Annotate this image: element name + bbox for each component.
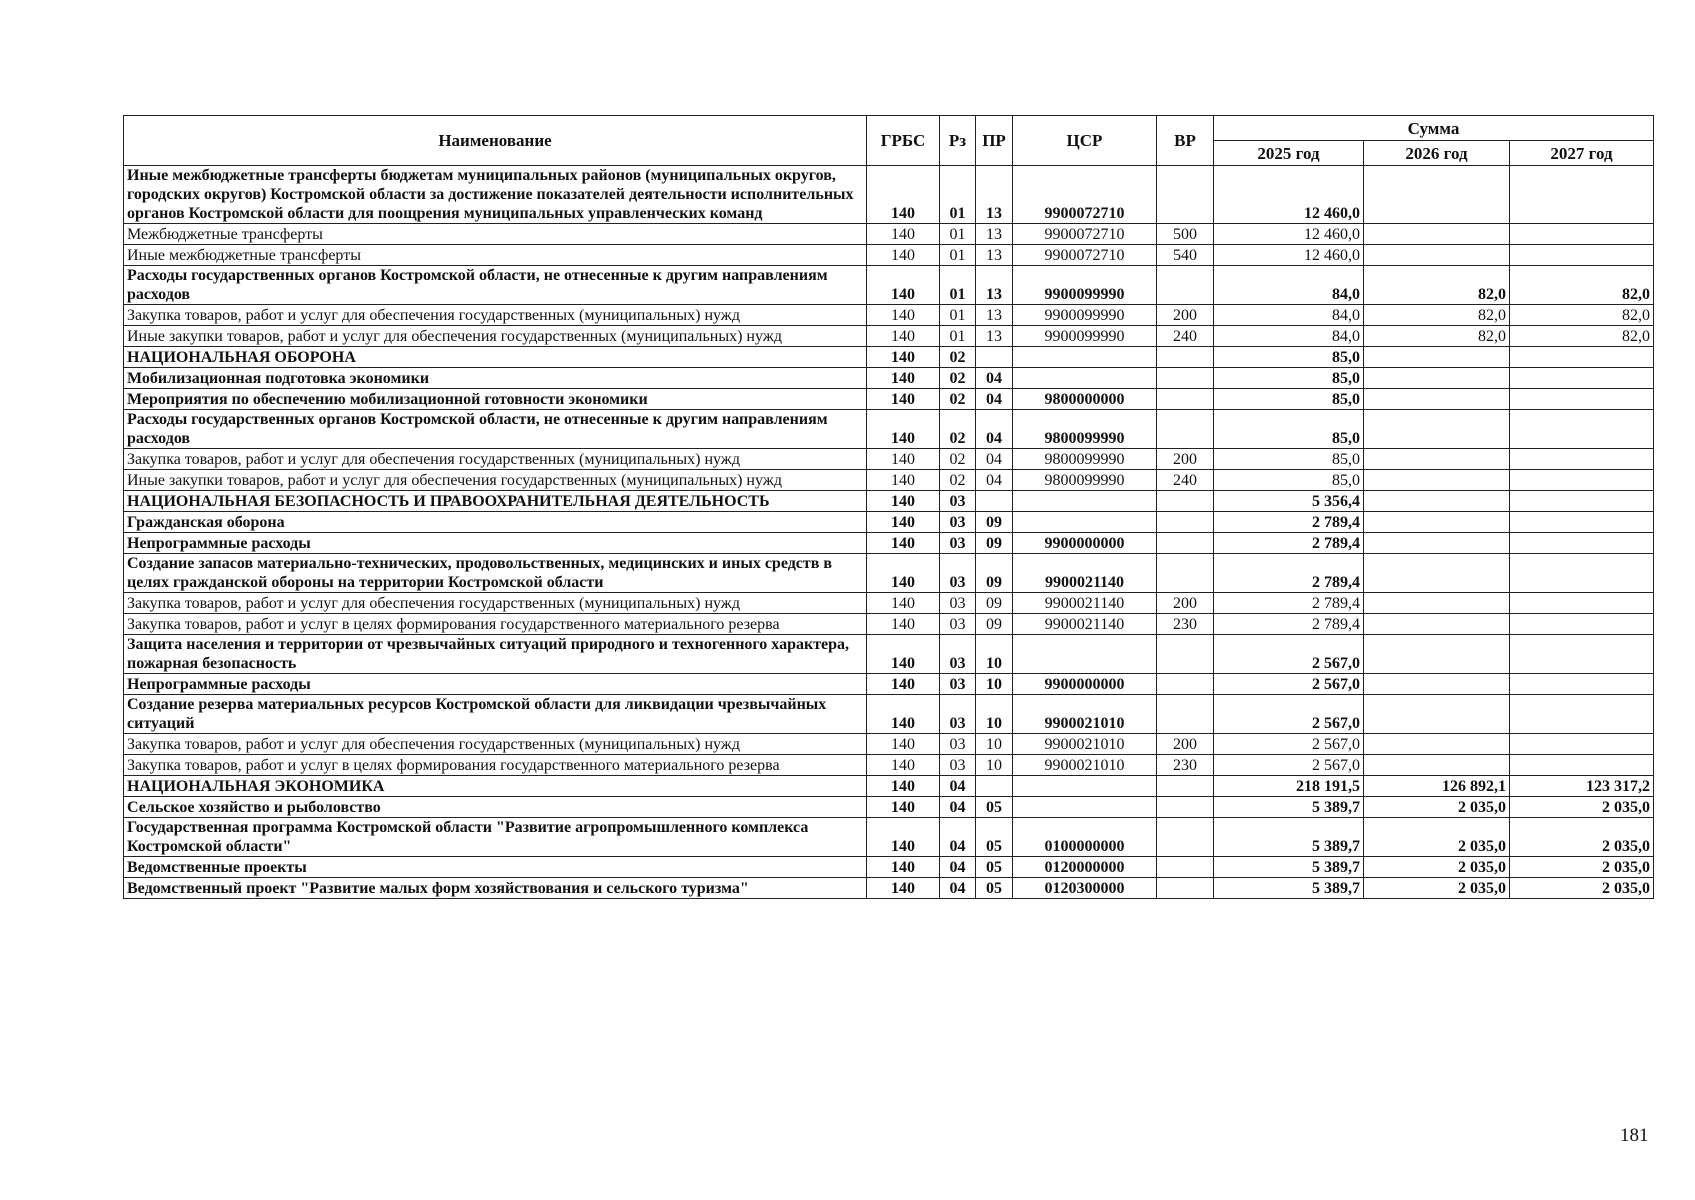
table-row bbox=[124, 695, 1654, 734]
table-body bbox=[124, 166, 1654, 899]
cell-2027 bbox=[1510, 533, 1654, 554]
cell-2026 bbox=[1364, 368, 1510, 389]
cell-pr bbox=[976, 347, 1013, 368]
cell-csr bbox=[1013, 635, 1157, 674]
cell-rz: 03 bbox=[940, 695, 976, 734]
cell-csr: 9800099990 bbox=[1013, 470, 1157, 491]
cell-2026 bbox=[1364, 449, 1510, 470]
cell-rz: 04 bbox=[940, 857, 976, 878]
table-row bbox=[124, 734, 1654, 755]
table-row bbox=[124, 266, 1654, 305]
cell-name: Закупка товаров, работ и услуг для обеспечения государственных (муниципальных) нужд bbox=[124, 734, 867, 755]
cell-pr: 04 bbox=[976, 449, 1013, 470]
cell-2026: 2 035,0 bbox=[1364, 878, 1510, 899]
cell-vr bbox=[1157, 368, 1214, 389]
cell-2026 bbox=[1364, 410, 1510, 449]
cell-grbs: 140 bbox=[867, 368, 940, 389]
cell-name: Иные закупки товаров, работ и услуг для обеспечения государственных (муниципальных) нужд bbox=[124, 326, 867, 347]
header-grbs: ГРБС bbox=[867, 116, 940, 166]
cell-name: Ведомственные проекты bbox=[124, 857, 867, 878]
cell-2027 bbox=[1510, 593, 1654, 614]
cell-2026 bbox=[1364, 635, 1510, 674]
table-row bbox=[124, 878, 1654, 899]
table-row bbox=[124, 593, 1654, 614]
cell-pr bbox=[976, 776, 1013, 797]
cell-2027 bbox=[1510, 554, 1654, 593]
cell-rz: 03 bbox=[940, 755, 976, 776]
cell-2027 bbox=[1510, 449, 1654, 470]
cell-grbs: 140 bbox=[867, 593, 940, 614]
table-row bbox=[124, 614, 1654, 635]
cell-2025: 5 389,7 bbox=[1214, 818, 1364, 857]
cell-2025: 85,0 bbox=[1214, 410, 1364, 449]
cell-csr: 9900072710 bbox=[1013, 245, 1157, 266]
cell-pr: 09 bbox=[976, 593, 1013, 614]
cell-pr: 10 bbox=[976, 674, 1013, 695]
cell-2026: 82,0 bbox=[1364, 326, 1510, 347]
cell-grbs: 140 bbox=[867, 305, 940, 326]
cell-2025: 12 460,0 bbox=[1214, 166, 1364, 224]
cell-2027 bbox=[1510, 245, 1654, 266]
cell-name: НАЦИОНАЛЬНАЯ ОБОРОНА bbox=[124, 347, 867, 368]
cell-2026 bbox=[1364, 389, 1510, 410]
cell-2026 bbox=[1364, 245, 1510, 266]
cell-grbs: 140 bbox=[867, 674, 940, 695]
cell-rz: 02 bbox=[940, 347, 976, 368]
table-row bbox=[124, 818, 1654, 857]
header-name: Наименование bbox=[124, 116, 867, 166]
cell-rz: 02 bbox=[940, 368, 976, 389]
cell-vr bbox=[1157, 389, 1214, 410]
cell-csr bbox=[1013, 776, 1157, 797]
cell-rz: 03 bbox=[940, 635, 976, 674]
cell-rz: 03 bbox=[940, 614, 976, 635]
cell-grbs: 140 bbox=[867, 326, 940, 347]
cell-2025: 2 789,4 bbox=[1214, 554, 1364, 593]
cell-vr bbox=[1157, 166, 1214, 224]
cell-csr: 9900099990 bbox=[1013, 305, 1157, 326]
table-header bbox=[124, 116, 1654, 166]
cell-2025: 2 567,0 bbox=[1214, 695, 1364, 734]
cell-2025: 2 789,4 bbox=[1214, 614, 1364, 635]
cell-2025: 2 567,0 bbox=[1214, 674, 1364, 695]
cell-2025: 5 389,7 bbox=[1214, 857, 1364, 878]
cell-vr bbox=[1157, 878, 1214, 899]
cell-grbs: 140 bbox=[867, 878, 940, 899]
page-number: 181 bbox=[1620, 1125, 1649, 1146]
table-row bbox=[124, 635, 1654, 674]
cell-grbs: 140 bbox=[867, 818, 940, 857]
cell-vr bbox=[1157, 512, 1214, 533]
cell-pr: 05 bbox=[976, 818, 1013, 857]
cell-vr: 240 bbox=[1157, 326, 1214, 347]
cell-vr bbox=[1157, 776, 1214, 797]
cell-name: Создание резерва материальных ресурсов Костромской области для ликвидации чрезвычайных ситуаций bbox=[124, 695, 867, 734]
cell-2027 bbox=[1510, 368, 1654, 389]
cell-grbs: 140 bbox=[867, 797, 940, 818]
cell-pr: 04 bbox=[976, 368, 1013, 389]
cell-vr bbox=[1157, 818, 1214, 857]
cell-grbs: 140 bbox=[867, 695, 940, 734]
cell-grbs: 140 bbox=[867, 533, 940, 554]
cell-csr: 0120000000 bbox=[1013, 857, 1157, 878]
cell-grbs: 140 bbox=[867, 410, 940, 449]
cell-pr: 04 bbox=[976, 410, 1013, 449]
header-sum: Сумма bbox=[1214, 116, 1654, 141]
cell-rz: 02 bbox=[940, 389, 976, 410]
cell-2026 bbox=[1364, 734, 1510, 755]
table-row bbox=[124, 410, 1654, 449]
cell-csr: 9900072710 bbox=[1013, 166, 1157, 224]
cell-name: Иные закупки товаров, работ и услуг для обеспечения государственных (муниципальных) нужд bbox=[124, 470, 867, 491]
cell-grbs: 140 bbox=[867, 491, 940, 512]
cell-rz: 03 bbox=[940, 491, 976, 512]
cell-2025: 85,0 bbox=[1214, 449, 1364, 470]
table-row bbox=[124, 512, 1654, 533]
header-year-2025: 2025 год bbox=[1214, 141, 1364, 166]
cell-name: Закупка товаров, работ и услуг в целях формирования государственного материального резерва bbox=[124, 755, 867, 776]
cell-csr: 9900099990 bbox=[1013, 266, 1157, 305]
cell-vr bbox=[1157, 491, 1214, 512]
cell-pr: 10 bbox=[976, 755, 1013, 776]
table-row bbox=[124, 368, 1654, 389]
cell-2027 bbox=[1510, 695, 1654, 734]
cell-2027 bbox=[1510, 674, 1654, 695]
cell-csr: 9900000000 bbox=[1013, 674, 1157, 695]
cell-rz: 03 bbox=[940, 593, 976, 614]
cell-rz: 01 bbox=[940, 305, 976, 326]
cell-vr: 240 bbox=[1157, 470, 1214, 491]
cell-name: Сельское хозяйство и рыболовство bbox=[124, 797, 867, 818]
table-row bbox=[124, 797, 1654, 818]
cell-2027: 82,0 bbox=[1510, 266, 1654, 305]
cell-rz: 02 bbox=[940, 410, 976, 449]
cell-csr bbox=[1013, 347, 1157, 368]
cell-name: Расходы государственных органов Костромской области, не отнесенные к другим направлениям расходов bbox=[124, 266, 867, 305]
cell-2025: 5 389,7 bbox=[1214, 797, 1364, 818]
cell-2026: 2 035,0 bbox=[1364, 818, 1510, 857]
cell-rz: 01 bbox=[940, 266, 976, 305]
cell-2027: 82,0 bbox=[1510, 326, 1654, 347]
cell-grbs: 140 bbox=[867, 857, 940, 878]
cell-2026 bbox=[1364, 674, 1510, 695]
cell-pr: 09 bbox=[976, 533, 1013, 554]
cell-2027 bbox=[1510, 347, 1654, 368]
cell-vr: 200 bbox=[1157, 734, 1214, 755]
table-row bbox=[124, 389, 1654, 410]
cell-pr: 09 bbox=[976, 512, 1013, 533]
cell-rz: 01 bbox=[940, 224, 976, 245]
cell-vr: 500 bbox=[1157, 224, 1214, 245]
cell-2025: 2 567,0 bbox=[1214, 734, 1364, 755]
cell-name: Непрограммные расходы bbox=[124, 533, 867, 554]
cell-csr: 9900021140 bbox=[1013, 614, 1157, 635]
cell-rz: 04 bbox=[940, 797, 976, 818]
cell-grbs: 140 bbox=[867, 347, 940, 368]
cell-name: Мероприятия по обеспечению мобилизационной готовности экономики bbox=[124, 389, 867, 410]
table-row bbox=[124, 224, 1654, 245]
cell-2025: 5 356,4 bbox=[1214, 491, 1364, 512]
cell-pr: 13 bbox=[976, 224, 1013, 245]
cell-csr bbox=[1013, 797, 1157, 818]
cell-name: НАЦИОНАЛЬНАЯ ЭКОНОМИКА bbox=[124, 776, 867, 797]
cell-rz: 03 bbox=[940, 734, 976, 755]
cell-2025: 2 789,4 bbox=[1214, 512, 1364, 533]
cell-name: Создание запасов материально-технических, продовольственных, медицинских и иных средств в целях гражданской обороны на территории Костромской области bbox=[124, 554, 867, 593]
cell-2026 bbox=[1364, 755, 1510, 776]
cell-name: НАЦИОНАЛЬНАЯ БЕЗОПАСНОСТЬ И ПРАВООХРАНИТЕЛЬНАЯ ДЕЯТЕЛЬНОСТЬ bbox=[124, 491, 867, 512]
table-row bbox=[124, 776, 1654, 797]
cell-grbs: 140 bbox=[867, 389, 940, 410]
cell-2025: 12 460,0 bbox=[1214, 224, 1364, 245]
cell-2027 bbox=[1510, 614, 1654, 635]
cell-2027 bbox=[1510, 389, 1654, 410]
cell-vr: 540 bbox=[1157, 245, 1214, 266]
cell-name: Закупка товаров, работ и услуг в целях формирования государственного материального резерва bbox=[124, 614, 867, 635]
cell-name: Непрограммные расходы bbox=[124, 674, 867, 695]
cell-rz: 02 bbox=[940, 470, 976, 491]
cell-csr: 9800099990 bbox=[1013, 449, 1157, 470]
table-row bbox=[124, 533, 1654, 554]
cell-2026 bbox=[1364, 614, 1510, 635]
cell-pr: 10 bbox=[976, 695, 1013, 734]
cell-vr bbox=[1157, 410, 1214, 449]
cell-csr: 9900099990 bbox=[1013, 326, 1157, 347]
cell-2027: 123 317,2 bbox=[1510, 776, 1654, 797]
table-row bbox=[124, 305, 1654, 326]
cell-csr: 0100000000 bbox=[1013, 818, 1157, 857]
cell-2025: 85,0 bbox=[1214, 470, 1364, 491]
table-row bbox=[124, 166, 1654, 224]
cell-name: Защита населения и территории от чрезвычайных ситуаций природного и техногенного характера, пожарная безопасность bbox=[124, 635, 867, 674]
cell-2026 bbox=[1364, 554, 1510, 593]
cell-name: Мобилизационная подготовка экономики bbox=[124, 368, 867, 389]
cell-grbs: 140 bbox=[867, 266, 940, 305]
cell-vr bbox=[1157, 695, 1214, 734]
cell-2025: 5 389,7 bbox=[1214, 878, 1364, 899]
cell-grbs: 140 bbox=[867, 554, 940, 593]
cell-name: Закупка товаров, работ и услуг для обеспечения государственных (муниципальных) нужд bbox=[124, 449, 867, 470]
header-rz: Рз bbox=[940, 116, 976, 166]
cell-pr: 04 bbox=[976, 389, 1013, 410]
cell-grbs: 140 bbox=[867, 734, 940, 755]
cell-2026 bbox=[1364, 533, 1510, 554]
cell-csr: 9800099990 bbox=[1013, 410, 1157, 449]
cell-vr bbox=[1157, 266, 1214, 305]
cell-pr: 13 bbox=[976, 266, 1013, 305]
cell-grbs: 140 bbox=[867, 470, 940, 491]
cell-rz: 03 bbox=[940, 512, 976, 533]
cell-grbs: 140 bbox=[867, 166, 940, 224]
cell-2025: 2 789,4 bbox=[1214, 593, 1364, 614]
cell-2026: 82,0 bbox=[1364, 305, 1510, 326]
cell-pr: 09 bbox=[976, 614, 1013, 635]
cell-csr: 0120300000 bbox=[1013, 878, 1157, 899]
cell-pr: 13 bbox=[976, 326, 1013, 347]
table-row bbox=[124, 470, 1654, 491]
table-row bbox=[124, 755, 1654, 776]
cell-csr: 9900072710 bbox=[1013, 224, 1157, 245]
cell-grbs: 140 bbox=[867, 635, 940, 674]
cell-pr bbox=[976, 491, 1013, 512]
cell-2025: 12 460,0 bbox=[1214, 245, 1364, 266]
cell-vr bbox=[1157, 347, 1214, 368]
cell-csr: 9900021010 bbox=[1013, 695, 1157, 734]
cell-rz: 04 bbox=[940, 878, 976, 899]
budget-table bbox=[123, 115, 1654, 899]
cell-name: Расходы государственных органов Костромской области, не отнесенные к другим направлениям расходов bbox=[124, 410, 867, 449]
cell-rz: 01 bbox=[940, 245, 976, 266]
cell-csr bbox=[1013, 491, 1157, 512]
table-row bbox=[124, 449, 1654, 470]
cell-2025: 2 567,0 bbox=[1214, 755, 1364, 776]
cell-pr: 05 bbox=[976, 878, 1013, 899]
cell-grbs: 140 bbox=[867, 224, 940, 245]
cell-2027 bbox=[1510, 166, 1654, 224]
cell-2027 bbox=[1510, 755, 1654, 776]
cell-vr: 230 bbox=[1157, 614, 1214, 635]
cell-2025: 2 789,4 bbox=[1214, 533, 1364, 554]
header-csr: ЦСР bbox=[1013, 116, 1157, 166]
cell-2027 bbox=[1510, 491, 1654, 512]
table-row bbox=[124, 347, 1654, 368]
cell-vr: 200 bbox=[1157, 305, 1214, 326]
cell-name: Закупка товаров, работ и услуг для обеспечения государственных (муниципальных) нужд bbox=[124, 593, 867, 614]
cell-2026: 82,0 bbox=[1364, 266, 1510, 305]
cell-csr: 9800000000 bbox=[1013, 389, 1157, 410]
header-pr: ПР bbox=[976, 116, 1013, 166]
cell-rz: 04 bbox=[940, 776, 976, 797]
cell-vr bbox=[1157, 635, 1214, 674]
cell-2026 bbox=[1364, 166, 1510, 224]
cell-csr bbox=[1013, 368, 1157, 389]
cell-name: Иные межбюджетные трансферты bbox=[124, 245, 867, 266]
cell-2027 bbox=[1510, 734, 1654, 755]
cell-2025: 84,0 bbox=[1214, 266, 1364, 305]
cell-csr bbox=[1013, 512, 1157, 533]
cell-name: Межбюджетные трансферты bbox=[124, 224, 867, 245]
header-vr: ВР bbox=[1157, 116, 1214, 166]
cell-vr bbox=[1157, 674, 1214, 695]
cell-2026 bbox=[1364, 347, 1510, 368]
cell-grbs: 140 bbox=[867, 512, 940, 533]
cell-name: Ведомственный проект "Развитие малых форм хозяйствования и сельского туризма" bbox=[124, 878, 867, 899]
cell-name: Государственная программа Костромской области "Развитие агропромышленного комплекса Костромской области" bbox=[124, 818, 867, 857]
cell-2025: 85,0 bbox=[1214, 347, 1364, 368]
cell-csr: 9900021010 bbox=[1013, 755, 1157, 776]
cell-name: Закупка товаров, работ и услуг для обеспечения государственных (муниципальных) нужд bbox=[124, 305, 867, 326]
table-row bbox=[124, 857, 1654, 878]
cell-csr: 9900021010 bbox=[1013, 734, 1157, 755]
cell-2026 bbox=[1364, 593, 1510, 614]
cell-rz: 03 bbox=[940, 554, 976, 593]
cell-2027: 2 035,0 bbox=[1510, 857, 1654, 878]
cell-pr: 09 bbox=[976, 554, 1013, 593]
cell-rz: 02 bbox=[940, 449, 976, 470]
cell-2027: 2 035,0 bbox=[1510, 797, 1654, 818]
cell-vr bbox=[1157, 797, 1214, 818]
table-row bbox=[124, 554, 1654, 593]
cell-vr bbox=[1157, 554, 1214, 593]
cell-pr: 13 bbox=[976, 245, 1013, 266]
cell-grbs: 140 bbox=[867, 776, 940, 797]
cell-pr: 04 bbox=[976, 470, 1013, 491]
cell-2025: 2 567,0 bbox=[1214, 635, 1364, 674]
cell-pr: 10 bbox=[976, 734, 1013, 755]
cell-2026 bbox=[1364, 512, 1510, 533]
cell-csr: 9900021140 bbox=[1013, 554, 1157, 593]
cell-2026: 2 035,0 bbox=[1364, 797, 1510, 818]
cell-pr: 13 bbox=[976, 166, 1013, 224]
header-year-2026: 2026 год bbox=[1364, 141, 1510, 166]
cell-pr: 05 bbox=[976, 797, 1013, 818]
cell-name: Иные межбюджетные трансферты бюджетам муниципальных районов (муниципальных округов, городских округов) Костромской области за достижение показателей деятельности исполнительных органов Костромской области для поощрения муниципальных управленческих команд bbox=[124, 166, 867, 224]
cell-grbs: 140 bbox=[867, 614, 940, 635]
cell-grbs: 140 bbox=[867, 755, 940, 776]
cell-rz: 01 bbox=[940, 326, 976, 347]
cell-csr: 9900000000 bbox=[1013, 533, 1157, 554]
cell-2026: 126 892,1 bbox=[1364, 776, 1510, 797]
cell-2025: 218 191,5 bbox=[1214, 776, 1364, 797]
cell-2026 bbox=[1364, 470, 1510, 491]
table-row bbox=[124, 245, 1654, 266]
cell-csr: 9900021140 bbox=[1013, 593, 1157, 614]
cell-name: Гражданская оборона bbox=[124, 512, 867, 533]
cell-2027 bbox=[1510, 635, 1654, 674]
cell-vr bbox=[1157, 857, 1214, 878]
cell-2027: 82,0 bbox=[1510, 305, 1654, 326]
cell-vr: 200 bbox=[1157, 449, 1214, 470]
cell-vr bbox=[1157, 533, 1214, 554]
cell-2025: 85,0 bbox=[1214, 389, 1364, 410]
table-row bbox=[124, 674, 1654, 695]
cell-2027 bbox=[1510, 470, 1654, 491]
cell-2026: 2 035,0 bbox=[1364, 857, 1510, 878]
cell-2027 bbox=[1510, 224, 1654, 245]
cell-pr: 13 bbox=[976, 305, 1013, 326]
cell-vr: 200 bbox=[1157, 593, 1214, 614]
cell-2027 bbox=[1510, 410, 1654, 449]
cell-2027: 2 035,0 bbox=[1510, 878, 1654, 899]
cell-2027: 2 035,0 bbox=[1510, 818, 1654, 857]
cell-2026 bbox=[1364, 695, 1510, 734]
table-row bbox=[124, 491, 1654, 512]
cell-rz: 03 bbox=[940, 533, 976, 554]
cell-grbs: 140 bbox=[867, 449, 940, 470]
cell-vr: 230 bbox=[1157, 755, 1214, 776]
cell-2026 bbox=[1364, 224, 1510, 245]
cell-pr: 05 bbox=[976, 857, 1013, 878]
cell-grbs: 140 bbox=[867, 245, 940, 266]
table-row bbox=[124, 326, 1654, 347]
cell-rz: 03 bbox=[940, 674, 976, 695]
cell-pr: 10 bbox=[976, 635, 1013, 674]
cell-2025: 84,0 bbox=[1214, 326, 1364, 347]
cell-rz: 01 bbox=[940, 166, 976, 224]
cell-rz: 04 bbox=[940, 818, 976, 857]
cell-2026 bbox=[1364, 491, 1510, 512]
header-year-2027: 2027 год bbox=[1510, 141, 1654, 166]
cell-2025: 85,0 bbox=[1214, 368, 1364, 389]
cell-2025: 84,0 bbox=[1214, 305, 1364, 326]
cell-2027 bbox=[1510, 512, 1654, 533]
